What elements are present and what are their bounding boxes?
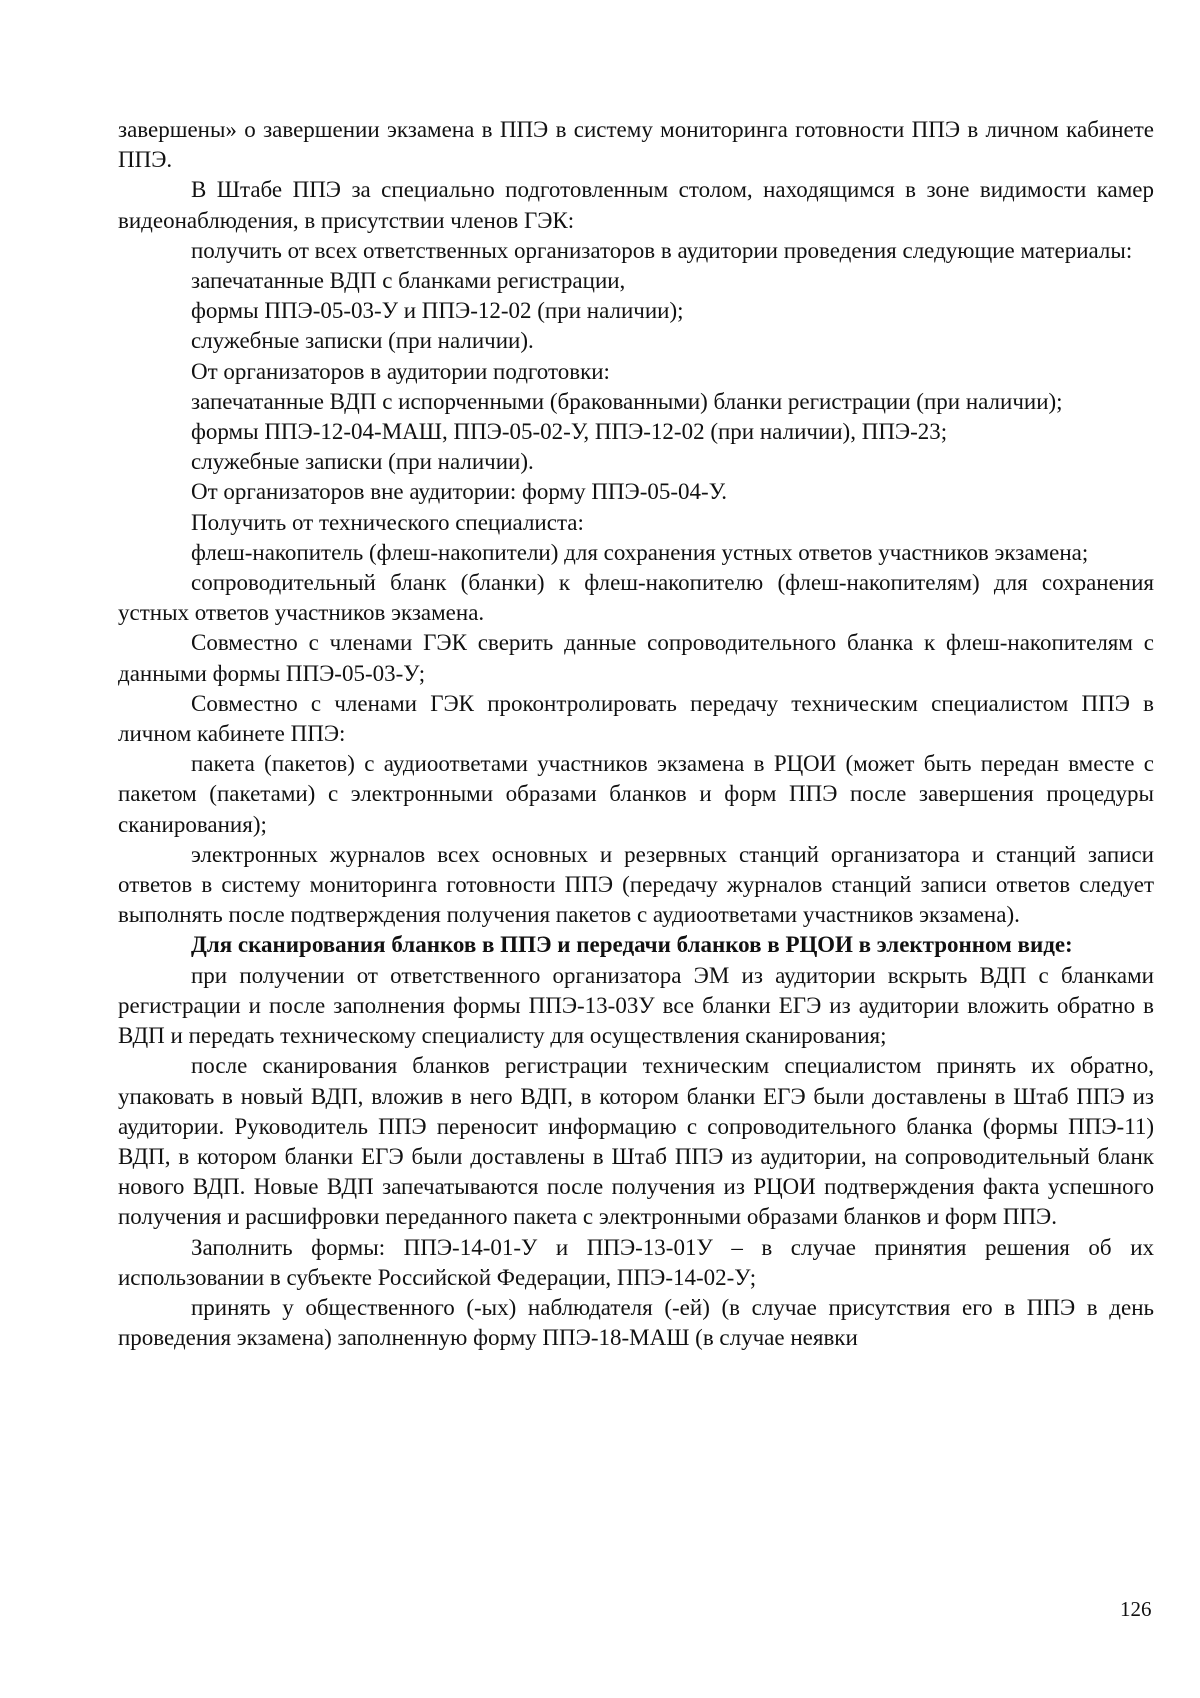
paragraph: электронных журналов всех основных и резервных станций организатора и станций записи ответов в систему мониторинга готовности ППЭ (передачу журналов станций записи ответов следует выполнять после подтверждения получения пакетов с аудиоответами участников экзамена). bbox=[118, 841, 1154, 928]
paragraph: В Штабе ППЭ за специально подготовленным столом, находящимся в зоне видимости камер видеонаблюдения, в присутствии членов ГЭК: bbox=[118, 177, 1154, 233]
paragraph: запечатанные ВДП с испорченными (бракованными) бланки регистрации (при наличии); bbox=[191, 388, 1063, 414]
paragraph: Совместно с членами ГЭК сверить данные сопроводительного бланка к флеш-накопителям с данными формы ППЭ-05-03-У; bbox=[118, 630, 1154, 686]
paragraph: принять у общественного (-ых) наблюдателя (-ей) (в случае присутствия его в ППЭ в день проведения экзамена) заполненную форму ППЭ-18-МАШ (в случае неявки bbox=[118, 1294, 1154, 1351]
paragraph: От организаторов вне аудитории: форму ППЭ-05-04-У. bbox=[191, 479, 727, 505]
paragraph: формы ППЭ-12-04-МАШ, ППЭ-05-02-У, ППЭ-12-02 (при наличии), ППЭ-23; bbox=[191, 419, 948, 445]
paragraph: служебные записки (при наличии). bbox=[191, 328, 534, 354]
paragraph: после сканирования бланков регистрации техническим специалистом принять их обратно, упаковать в новый ВДП, вложив в него ВДП, в котором бланки ЕГЭ были доставлены в Штаб ППЭ из аудитории. Руководитель ППЭ переносит информацию с сопроводительного бланка (формы ППЭ-11) ВДП, в котором бланки ЕГЭ были доставлены в Штаб ППЭ из аудитории, на сопроводительный бланк нового ВДП. Новые ВДП запечатываются после получения из РЦОИ подтверждения факта успешного получения и расшифровки переданного пакета с электронными образами бланков и форм ППЭ. bbox=[118, 1053, 1154, 1230]
paragraph: От организаторов в аудитории подготовки: bbox=[191, 358, 610, 384]
paragraph: завершены» о завершении экзамена в ППЭ в систему мониторинга готовности ППЭ в личном кабинете ППЭ. bbox=[118, 117, 1154, 173]
paragraph: сопроводительный бланк (бланки) к флеш-накопителю (флеш-накопителям) для сохранения устных ответов участников экзамена. bbox=[118, 570, 1154, 626]
paragraph: Заполнить формы: ППЭ-14-01-У и ППЭ-13-01У – в случае принятия решения об их использовании в субъекте Российской Федерации, ППЭ-14-02-У; bbox=[118, 1234, 1154, 1290]
paragraph: получить от всех ответственных организаторов в аудитории проведения следующие материалы: bbox=[191, 237, 1133, 263]
paragraph: Получить от технического специалиста: bbox=[191, 509, 584, 535]
paragraph: Совместно с членами ГЭК проконтролировать передачу техническим специалистом ППЭ в личном кабинете ППЭ: bbox=[118, 690, 1154, 747]
page-number: 126 bbox=[1120, 1597, 1152, 1621]
document-body bbox=[118, 115, 1154, 1353]
section-heading: Для сканирования бланков в ППЭ и передачи бланков в РЦОИ в электронном виде: bbox=[191, 932, 1073, 958]
paragraph: пакета (пакетов) с аудиоответами участников экзамена в РЦОИ (может быть передан вместе с пакетом (пакетами) с электронными образами бланков и форм ППЭ после завершения процедуры сканирования); bbox=[118, 751, 1154, 837]
paragraph: формы ППЭ-05-03-У и ППЭ-12-02 (при наличии); bbox=[191, 298, 684, 324]
paragraph: служебные записки (при наличии). bbox=[191, 449, 534, 475]
paragraph: при получении от ответственного организатора ЭМ из аудитории вскрыть ВДП с бланками регистрации и после заполнения формы ППЭ-13-03У все бланки ЕГЭ из аудитории вложить обратно в ВДП и передать техническому специалисту для осуществления сканирования; bbox=[118, 962, 1154, 1049]
paragraph: флеш-накопитель (флеш-накопители) для сохранения устных ответов участников экзамена; bbox=[191, 539, 1089, 565]
paragraph: запечатанные ВДП с бланками регистрации, bbox=[191, 268, 626, 294]
